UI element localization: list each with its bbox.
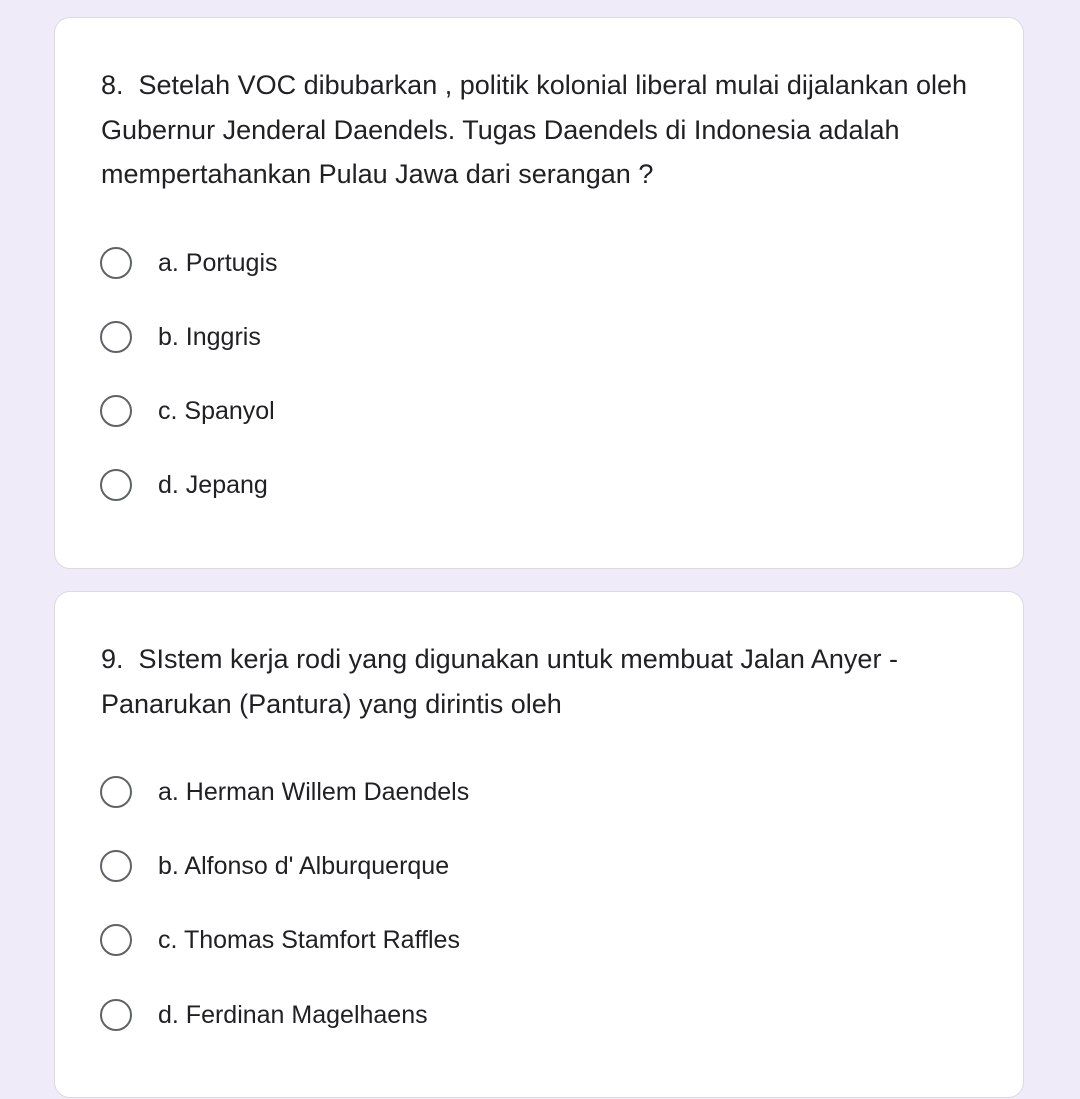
option-c-raffles[interactable] <box>100 920 460 960</box>
option-a-daendels[interactable] <box>100 772 469 812</box>
option-label: a. Portugis <box>158 248 278 277</box>
question-text: 8. Setelah VOC dibubarkan , politik kolonial liberal mulai dijalankan oleh Gubernur Jenderal Daendels. Tugas Daendels di Indonesia adalah mempertahankan Pulau Jawa dari serangan ? <box>101 70 975 189</box>
option-label: d. Ferdinan Magelhaens <box>158 1000 428 1029</box>
option-label: c. Thomas Stamfort Raffles <box>158 925 460 954</box>
option-b-inggris[interactable] <box>100 317 261 357</box>
option-c-spanyol[interactable] <box>100 391 275 431</box>
option-d-jepang[interactable] <box>100 465 268 505</box>
radio-button-icon[interactable] <box>100 469 132 501</box>
option-label: c. Spanyol <box>158 396 275 425</box>
radio-button-icon[interactable] <box>100 395 132 427</box>
radio-button-icon[interactable] <box>100 924 132 956</box>
option-label: a. Herman Willem Daendels <box>158 777 470 806</box>
option-b-alburquerque[interactable] <box>100 846 449 886</box>
radio-button-icon[interactable] <box>100 776 132 808</box>
option-d-magelhaens[interactable] <box>100 995 428 1035</box>
option-label: b. Alfonso d' Alburquerque <box>158 851 450 880</box>
radio-button-icon[interactable] <box>100 999 132 1031</box>
question-text: 9. SIstem kerja rodi yang digunakan untuk membuat Jalan Anyer - Panarukan (Pantura) yang dirintis oleh <box>101 644 906 719</box>
question-card-8 <box>54 17 1024 569</box>
option-label: b. Inggris <box>158 322 261 351</box>
radio-button-icon[interactable] <box>100 321 132 353</box>
option-label: d. Jepang <box>158 470 268 499</box>
question-card-9 <box>54 591 1024 1098</box>
radio-button-icon[interactable] <box>100 850 132 882</box>
option-a-portugis[interactable] <box>100 243 278 283</box>
radio-button-icon[interactable] <box>100 247 132 279</box>
